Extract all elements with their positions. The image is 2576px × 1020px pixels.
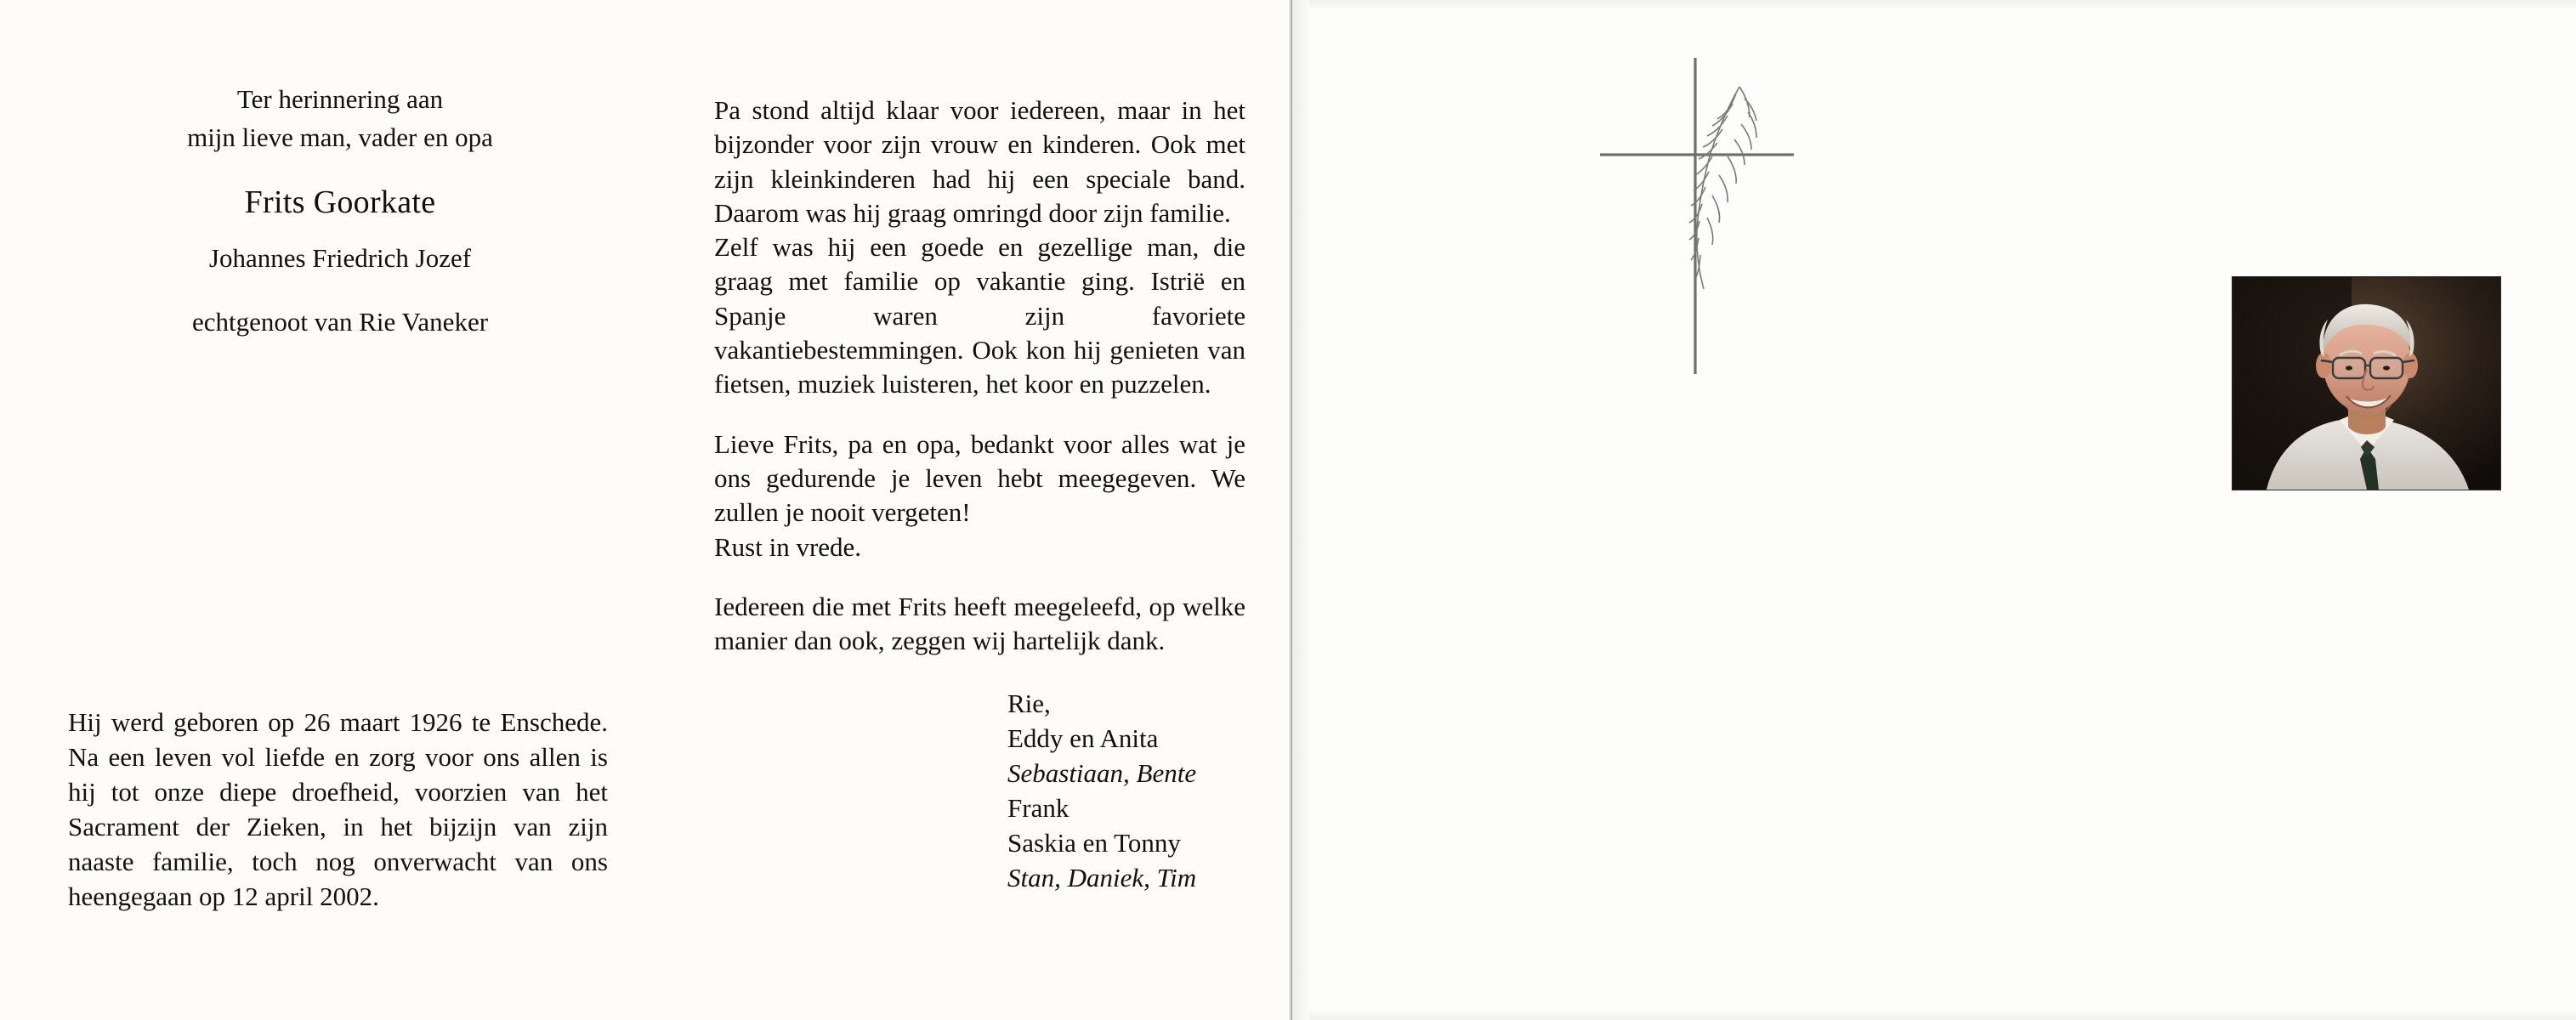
cross-with-branch-illustration-icon (1590, 51, 1862, 408)
tribute-paragraph-3: Lieve Frits, pa en opa, bedankt voor alles wat je ons gedurende je leven hebt meegegeven. We zullen je nooit vergeten! (714, 428, 1245, 528)
deceased-full-name: Johannes Friedrich Jozef (208, 242, 472, 273)
intro-line-1: Ter herinnering aan (236, 84, 444, 114)
signature-item: Stan, Daniek, Tim (1007, 862, 1197, 892)
tribute-paragraph-4: Rust in vrede. (714, 531, 862, 562)
birth-and-death-paragraph: Hij werd geboren op 26 maart 1926 te Enschede. Na een leven vol liefde en zorg voor ons allen is hij tot onze diepe droefheid, voorzien van het Sacrament der Zieken, in het bijzijn van zijn naaste familie, toch nog onverwacht van ons heengegaan op 12 april 2002. (68, 707, 608, 911)
tribute-paragraph-1: Pa stond altijd klaar voor iedereen, maar in het bijzonder voor zijn vrouw en kinderen. Ook met zijn kleinkinderen had hij een speciale band. Daarom was hij graag omringd door zijn familie. (714, 95, 1245, 228)
intro-line-2: mijn lieve man, vader en opa (187, 122, 493, 152)
signature-list (1007, 687, 1245, 895)
dedication-column (68, 81, 612, 342)
signature-item: Eddy en Anita (1007, 723, 1159, 754)
tribute-column (714, 94, 1245, 896)
tribute-paragraph-2: Zelf was hij een goede en gezellige man, die graag met familie op vakantie ging. Istrië en Spanje waren zijn favoriete vakantiebestemmingen. Ook kon hij genieten van fietsen, muziek luisteren, het koor en puzzelen. (714, 232, 1245, 400)
memorial-image-page (1309, 0, 2576, 1020)
deceased-name: Frits Goorkate (244, 184, 436, 220)
tribute-paragraph-5: Iedereen die met Frits heeft meegeleefd, op welke manier dan ook, zeggen wij hartelijk dank. (714, 591, 1245, 656)
signature-item: Saskia en Tonny (1007, 828, 1181, 858)
spouse-line: echtgenoot van Rie Vaneker (191, 306, 489, 337)
signature-item: Rie, (1007, 688, 1051, 719)
signature-item: Frank (1007, 793, 1070, 824)
signature-item: Sebastiaan, Bente (1007, 758, 1197, 789)
portrait-photo (2232, 276, 2501, 490)
dedication-block (68, 81, 612, 342)
